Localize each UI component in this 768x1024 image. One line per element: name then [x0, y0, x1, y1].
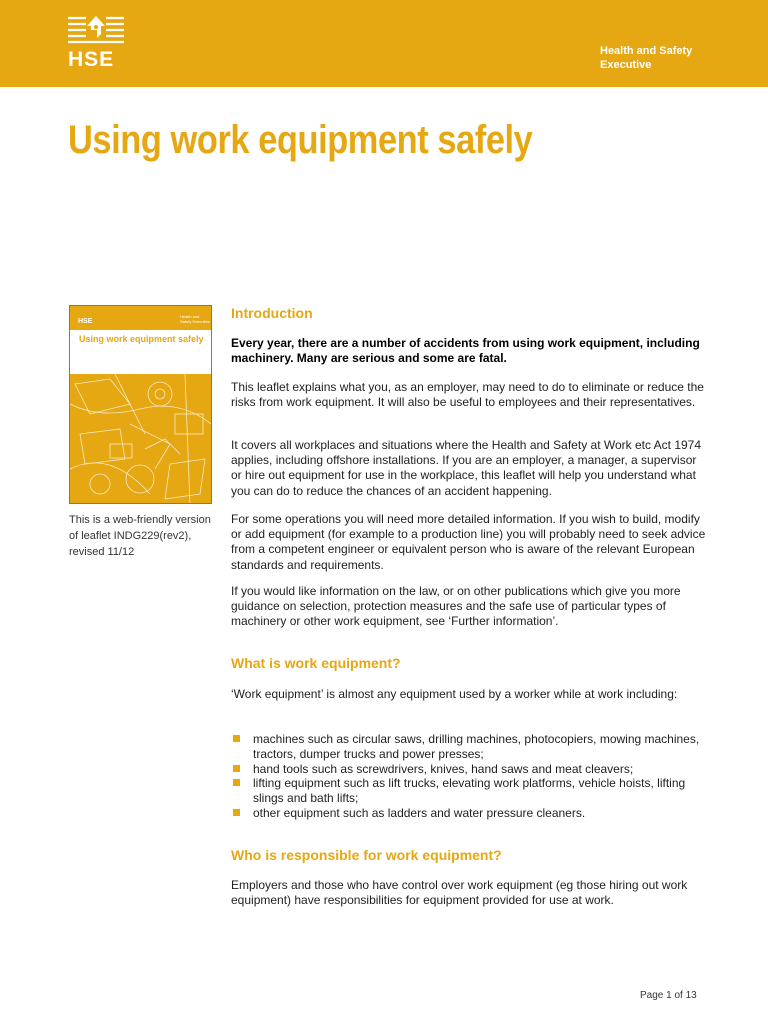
who-body: Employers and those who have control over work equipment (eg those hiring out work equipment) have responsibilities for equipment provided for use at work.: [231, 878, 688, 908]
document-title: Using work equipment safely: [68, 118, 533, 162]
intro-lead: Every year, there are a number of accidents from using work equipment, including machinery. Many are serious and some are fatal.: [231, 336, 700, 366]
list-item: machines such as circular saws, drilling machines, photocopiers, mowing machines, tractors, dumper trucks and power presses;: [231, 732, 701, 762]
header-bar: [0, 0, 768, 87]
thumbnail-org-name: Health and Safety Executive: [180, 314, 210, 324]
page-number: Page 1 of 13: [640, 990, 697, 1001]
what-is-intro: ‘Work equipment’ is almost any equipment used by a worker while at work including:: [231, 687, 678, 701]
thumbnail-illustration: [70, 374, 211, 504]
bullet-square-icon: [233, 765, 240, 772]
intro-paragraph: For some operations you will need more detailed information. If you wish to build, modify or add equipment (for example to a production line) you will probably need to seek advice from a competent engineer or equivalent person who is aware of the relevant European standards and requirements.: [231, 512, 706, 572]
list-item: other equipment such as ladders and water pressure cleaners.: [231, 806, 701, 821]
leaflet-cover-thumbnail: [69, 305, 212, 504]
bullet-square-icon: [233, 809, 240, 816]
hse-logo-text: HSE: [68, 48, 115, 71]
heading-who-is-responsible: Who is responsible for work equipment?: [231, 847, 502, 863]
intro-paragraph: It covers all workplaces and situations where the Health and Safety at Work etc Act 1974 applies, including offshore installations. If you are an employer, a manager, a supervisor or hire out equipment for use in the workplace, this leaflet will help you understand what you can do to reduce the chances of an accident happening.: [231, 438, 702, 498]
list-item: hand tools such as screwdrivers, knives, hand saws and meat cleavers;: [231, 762, 701, 777]
bullet-square-icon: [233, 779, 240, 786]
heading-introduction: Introduction: [231, 305, 313, 321]
equipment-list: [231, 732, 701, 821]
bullet-square-icon: [233, 735, 240, 742]
list-item: lifting equipment such as lift trucks, elevating work platforms, vehicle hoists, lifting slings and bath lifts;: [231, 776, 701, 806]
intro-paragraph: This leaflet explains what you, as an employer, may need to do to eliminate or reduce the risks from work equipment. It will also be useful to employees and their representatives.: [231, 380, 704, 410]
thumbnail-logo: HSE: [78, 318, 93, 325]
intro-paragraph: If you would like information on the law, or on other publications which give you more guidance on selection, protection measures and the safe use of particular types of machinery or other work equipment, see ‘Further information’.: [231, 584, 681, 629]
heading-what-is-work-equipment: What is work equipment?: [231, 655, 401, 671]
thumbnail-title: Using work equipment safely: [79, 334, 204, 344]
thumbnail-caption: This is a web-friendly version of leaflet INDG229(rev2), revised 11/12: [69, 514, 211, 558]
organisation-name: Health and Safety Executive: [600, 45, 693, 71]
